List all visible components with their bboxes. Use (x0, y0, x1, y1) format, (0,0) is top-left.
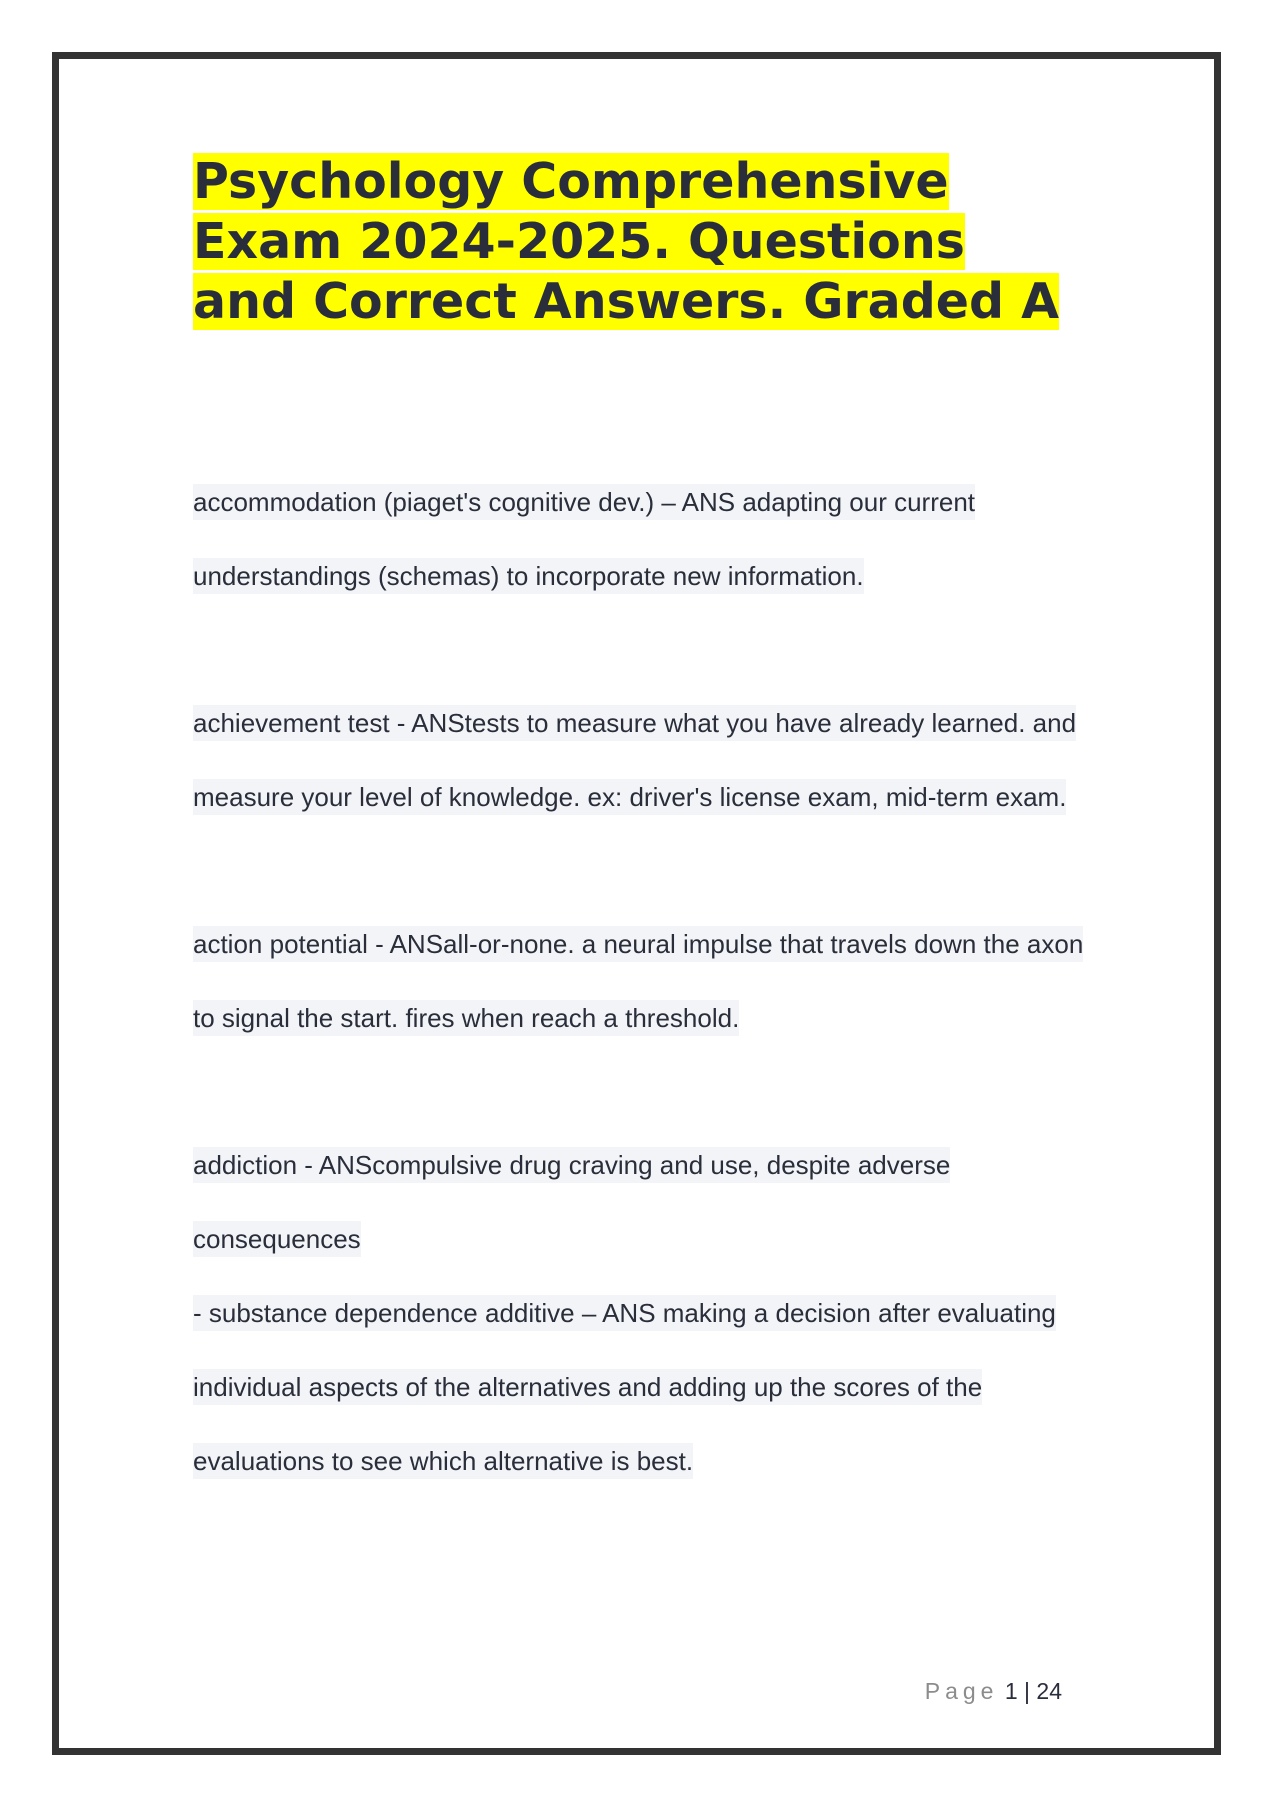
page-number: 1 (1004, 1678, 1018, 1704)
page-total: 24 (1036, 1678, 1062, 1704)
entry-text: addiction - ANScompulsive drug craving and use, despite adverse consequences (193, 1147, 950, 1257)
entry-accommodation (193, 465, 1093, 613)
entry-text: achievement test - ANStests to measure what you have already learned. and measure your level of knowledge. ex: driver's license exam, mid-term exam. (193, 705, 1076, 815)
page-footer (925, 1678, 1062, 1705)
document-body (193, 465, 1093, 1498)
entry-text: - substance dependence additive – ANS making a decision after evaluating individual aspects of the alternatives and adding up the scores of the evaluations to see which alternative is best. (193, 1295, 1056, 1479)
entry-addiction (193, 1128, 1093, 1276)
entry-achievement-test (193, 686, 1093, 834)
page-word-label: Page (924, 1678, 999, 1704)
entry-action-potential (193, 907, 1093, 1055)
document-title-text: Psychology Comprehensive Exam 2024-2025. Questions and Correct Answers. Graded A (193, 153, 1060, 330)
page-separator: | (1024, 1678, 1031, 1704)
entry-additive (193, 1276, 1093, 1498)
entry-text: action potential - ANSall-or-none. a neural impulse that travels down the axon to signal the start. fires when reach a threshold. (193, 926, 1083, 1036)
document-title (193, 152, 1073, 332)
entry-text: accommodation (piaget's cognitive dev.) – ANS adapting our current understandings (schemas) to incorporate new information. (193, 484, 975, 594)
